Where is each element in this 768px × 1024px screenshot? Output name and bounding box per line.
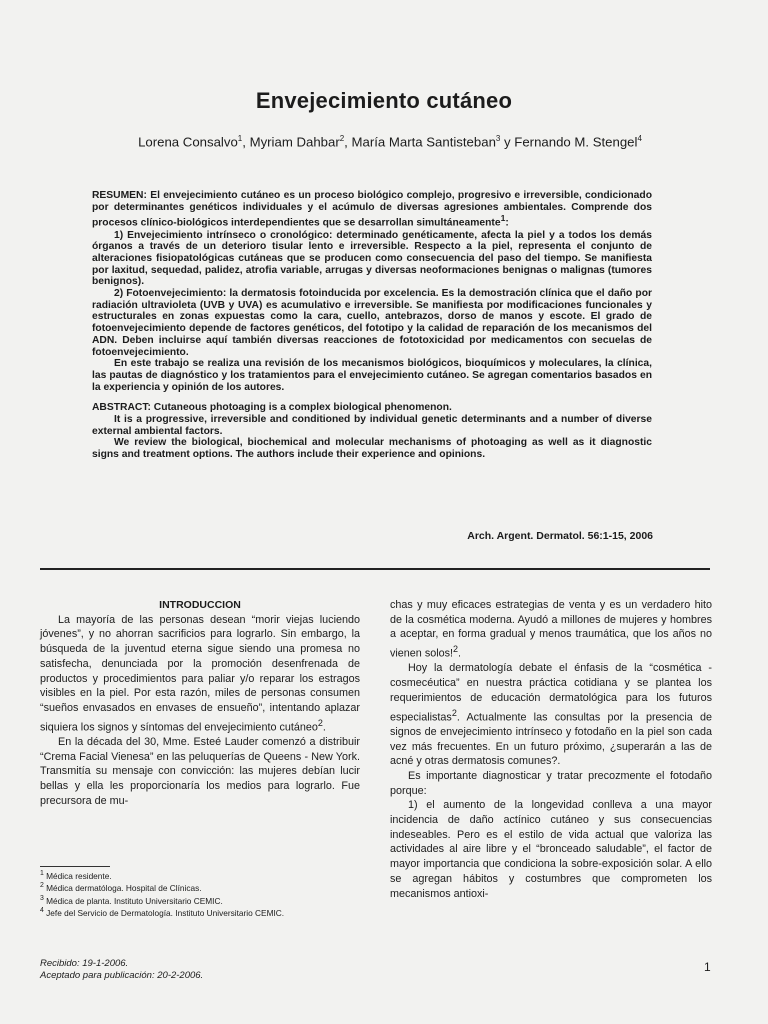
resumen-paragraph: En este trabajo se realiza una revisión de los mecanismos biológicos, bioquímicos y moleculares, la clínica, las pautas de diagnóstico y los tratamientos para el envejecimiento cutáneo. Se agregan comentarios basados en la experiencia y opinión de los autores. (92, 358, 652, 393)
footnote-mark: 2 (40, 882, 44, 890)
author-conjunction: y (500, 134, 515, 150)
author-affiliation-mark: 3 (495, 134, 501, 143)
article-title: Envejecimiento cutáneo (255, 88, 513, 113)
abstract-paragraph: We review the biological, biochemical and molecular mechanisms of photoaging as well as it diagnostic signs and treatment options. The authors include their experience and opinions. (92, 437, 652, 461)
right-column (390, 598, 712, 901)
author-separator: , (242, 134, 250, 150)
footnotes (40, 869, 360, 918)
paragraph-text-end: . (322, 721, 326, 734)
author-name: María Marta Santisteban (351, 134, 496, 150)
resumen-paragraph (92, 190, 652, 230)
reference-mark: 2 (451, 707, 457, 718)
footnote (40, 869, 360, 881)
resumen-paragraph: 1) Envejecimiento intrínseco o cronológico: determinado genéticamente, afecta la piel y a todos los demás órganos a través de un deterioro tisular lento e irreversible. Respecto a la piel, representa el conjunto de alteraciones fisiopatológicas cutáneas que se producen como consecuencia del paso del tiempo. Se manifiesta por laxitud, sequedad, palidez, atrofia variable, arrugas y diversas neoformaciones benignas o malignas (tumores benignos). (92, 229, 652, 288)
footnote (40, 906, 360, 918)
footnote (40, 881, 360, 893)
received-date: Recibido: 19-1-2006. (40, 958, 129, 969)
footnote-divider (40, 866, 110, 867)
author-separator: , (344, 134, 352, 150)
abstract-block (92, 190, 652, 461)
resumen-label: RESUMEN: (92, 190, 147, 201)
reference-mark: 2 (317, 717, 323, 728)
section-heading: INTRODUCCION (159, 599, 241, 611)
reference-mark: 2 (453, 644, 459, 655)
footnote-mark: 4 (40, 907, 44, 915)
author-name: Fernando M. Stengel (514, 134, 638, 150)
body-paragraph: 1) el aumento de la longevidad conlleva a una mayor incidencia de daño actínico cutáneo y sus consecuencias indeseables. Pero es el estilo de vida actual que valoriza las actividades al aire libre y el “bronceado saludable”, el factor de mayor importancia que condiciona la sobre-exposición solar. A ello se agregan hábitos y costumbres que comprometen los mecanismos antioxi- (390, 799, 712, 900)
abstract-label: ABSTRACT: (92, 402, 151, 414)
author-name: Myriam Dahbar (249, 134, 340, 150)
footnote-text: Jefe del Servicio de Dermatología. Instituto Universitario CEMIC. (43, 907, 285, 918)
publication-dates (40, 958, 203, 981)
resumen-text-end: : (505, 217, 509, 229)
body-paragraph: Es importante diagnosticar y tratar precozmente el fotodaño porque: (390, 769, 712, 797)
author-affiliation-mark: 2 (339, 134, 345, 143)
resumen-text: El envejecimiento cutáneo es un proceso biológico complejo, progresivo e irreversible, condicionado por determinantes genéticos individuales y el acúmulo de diversas agresiones ambientales. Comprende dos procesos clínico-biológicos interdependientes que se desarrollan simultáneamente (92, 190, 652, 229)
resumen-paragraph: 2) Fotoenvejecimiento: la dermatosis fotoinducida por excelencia. Es la demostración clínica que el daño por radiación ultravioleta (UVB y UVA) es acumulativo e irreversible. Se manifiesta por modificaciones funcionales y estructurales en zonas expuestas como la cara, cuello, antebrazos, dorso de manos y escote. El grado de fotoenvejecimiento depende de factores genéticos, del fototipo y la calidad de reparación de los mecanismos del ADN. Deben incluirse aquí también diversas reacciones de fototoxicidad por medicamentos con secuelas de fotoenvejecimiento. (92, 288, 652, 358)
paragraph-text: chas y muy eficaces estrategias de venta y es un verdadero hito de la cosmética moderna. Ayudó a millones de mujeres y hombres a aceptar, en forma gradual y menos traumática, que los años no vienen solos! (390, 599, 712, 660)
journal-citation: Arch. Argent. Dermatol. 56:1-15, 2006 (467, 530, 653, 542)
accepted-date: Aceptado para publicación: 20-2-2006. (40, 969, 204, 981)
left-column (40, 598, 360, 808)
body-paragraph (40, 613, 360, 735)
reference-mark: 1 (500, 213, 506, 224)
author-name: Lorena Consalvo (138, 134, 238, 150)
abstract-text: Cutaneous photoaging is a complex biological phenomenon. (150, 402, 452, 414)
paragraph-text-end: . Actualmente las consultas por la presencia de signos de envejecimiento intrínseco y fotodaño en la piel son cada vez más frecuentes. En un futuro próximo, ¿superarán a las de acné y otras dermatosis comunes?. (390, 711, 712, 768)
body-paragraph: En la década del 30, Mme. Esteé Lauder comenzó a distribuir “Crema Facial Vienesa” en las peluquerías de Queens - New York. Transmitía su mensaje con convicción: las mujeres debían lucir bellas y ella les proporcionaría los medios para lograrlo. Fue precursora de mu- (40, 735, 360, 807)
footnote-text: Médica dermatóloga. Hospital de Clínicas. (43, 883, 202, 894)
body-paragraph (390, 598, 712, 661)
footnote-mark: 1 (40, 870, 44, 877)
footnote (40, 894, 360, 906)
abstract-paragraph: It is a progressive, irreversible and conditioned by individual genetic determinants and a number of diverse external ambiental factors. (92, 414, 652, 437)
abstract-paragraph (92, 402, 652, 414)
author-affiliation-mark: 1 (237, 134, 243, 143)
footnote-text: Médica residente. (43, 870, 112, 881)
footnote-mark: 3 (40, 894, 44, 902)
body-paragraph (390, 661, 712, 769)
author-affiliation-mark: 4 (637, 134, 642, 143)
paragraph-text-end: . (458, 647, 462, 660)
author-list (60, 134, 720, 149)
paragraph-text: Hoy la dermatología debate el énfasis de la “cosmética - cosmecéutica” en nuestra práctica cotidiana y se plantea los requerimientos de educación dermatológica para los futuros especialistas (390, 662, 712, 724)
page-number: 1 (704, 960, 711, 974)
paragraph-text: La mayoría de las personas desean “morir viejas luciendo jóvenes”, y no ahorran sacrificios para lograrlo. Sin embargo, la búsqueda de la juventud eterna sigue siendo una promesa no satisfecha, denunciada por la promoción desenfrenada de productos y procedimientos para paliar y/o reparar los estragos visibles en la piel. Por esta razón, miles de personas consumen “sueños envasados en envases de ensueño”, intentando aplazar siquiera los signos y síntomas del envejecimiento cutáneo (40, 613, 360, 734)
footnote-text: Médica de planta. Instituto Universitario CEMIC. (43, 895, 223, 906)
section-divider (40, 568, 710, 570)
